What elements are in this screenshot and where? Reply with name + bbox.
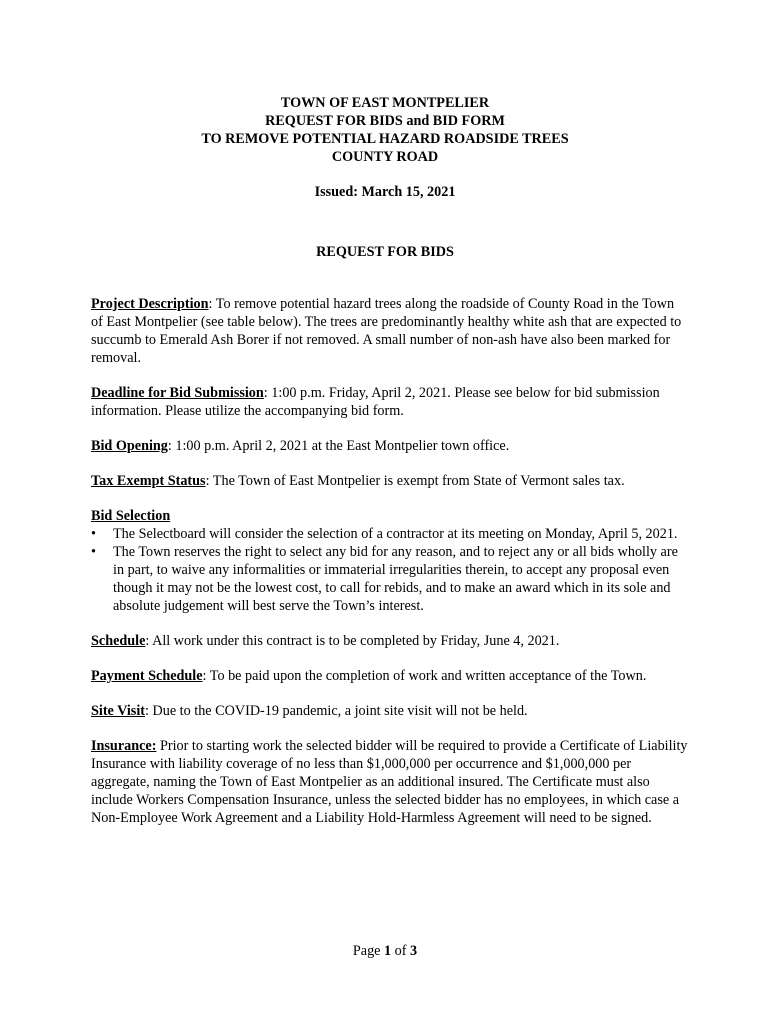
site-visit-section (91, 702, 689, 720)
project-description (91, 295, 689, 367)
section-title: REQUEST FOR BIDS (316, 244, 454, 260)
document-header (0, 94, 770, 166)
header-town: TOWN OF EAST MONTPELIER (280, 95, 490, 111)
schedule-label: Schedule (91, 633, 146, 649)
payment-schedule-text: : To be paid upon the completion of work and written acceptance of the Town. (202, 668, 647, 684)
total-pages: 3 (410, 943, 418, 959)
list-item-text: The Town reserves the right to select any bid for any reason, and to reject any or all bids wholly are in part, to waive any informalities or immaterial irregularities therein, to accept any proposal even though it may not be the lowest cost, to call for rebids, and to make an award which in its sole and absolute judgement will best serve the Town’s interest. (113, 544, 678, 614)
list-item (91, 543, 689, 615)
page-word: Page (352, 943, 381, 959)
current-page: 1 (384, 943, 392, 959)
list-item-text: The Selectboard will consider the selection of a contractor at its meeting on Monday, April 5, 2021. (113, 526, 678, 542)
site-visit-label: Site Visit (91, 703, 145, 719)
project-description-label: Project Description (91, 296, 209, 312)
bullet-icon: • (91, 544, 96, 560)
bid-selection-list (91, 525, 689, 615)
bullet-icon: • (91, 526, 96, 542)
list-item (91, 525, 689, 543)
payment-schedule-section (91, 667, 689, 685)
deadline-label: Deadline for Bid Submission (91, 385, 264, 401)
bid-opening-text: : 1:00 p.m. April 2, 2021 at the East Montpelier town office. (167, 438, 510, 454)
project-description-text: : To remove potential hazard trees along the roadside of County Road in the Town of East Montpelier (see table below). The trees are predominantly healthy white ash that are expected to succumb to Emerald Ash Borer if not removed. A small number of non-ash have also been marked for removal. (91, 296, 682, 366)
tax-exempt-label: Tax Exempt Status (91, 473, 206, 489)
issued-date: Issued: March 15, 2021 (314, 184, 456, 200)
schedule-section (91, 632, 689, 650)
insurance-section (91, 737, 689, 827)
deadline-section (91, 384, 689, 420)
of-word: of (394, 943, 407, 959)
site-visit-text: : Due to the COVID-19 pandemic, a joint site visit will not be held. (145, 703, 528, 719)
bid-opening-label: Bid Opening (91, 438, 168, 454)
tax-exempt-section (91, 472, 689, 490)
header-road: COUNTY ROAD (331, 149, 439, 165)
document-body (91, 295, 689, 844)
schedule-text: : All work under this contract is to be completed by Friday, June 4, 2021. (145, 633, 560, 649)
tax-exempt-text: : The Town of East Montpelier is exempt from State of Vermont sales tax. (205, 473, 625, 489)
header-request: REQUEST FOR BIDS and BID FORM (265, 113, 505, 129)
bid-selection-section (91, 507, 689, 615)
bid-opening-section (91, 437, 689, 455)
deadline-text: : 1:00 p.m. Friday, April 2, 2021. Please see below for bid submission information. Please utilize the accompanying bid form. (91, 385, 660, 419)
bid-selection-label: Bid Selection (91, 508, 171, 524)
page-number (0, 942, 770, 960)
insurance-label: Insurance: (91, 738, 157, 754)
insurance-text: Prior to starting work the selected bidder will be required to provide a Certificate of Liability Insurance with liability coverage of no less than $1,000,000 per occurrence and $1,000,000 per aggregate, naming the Town of East Montpelier as an additional insured. The Certificate must also include Workers Compensation Insurance, unless the selected bidder has no employees, in which case a Non-Employee Work Agreement and a Liability Hold-Harmless Agreement will need to be signed. (91, 738, 688, 826)
payment-schedule-label: Payment Schedule (91, 668, 203, 684)
header-purpose: TO REMOVE POTENTIAL HAZARD ROADSIDE TREES (201, 131, 569, 147)
